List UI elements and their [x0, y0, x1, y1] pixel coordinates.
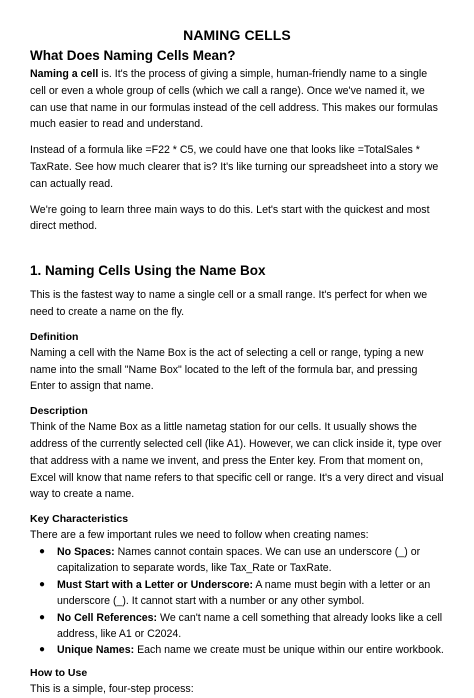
- rule-text: Names cannot contain spaces. We can use an underscore (_) or capitalization to separate words, like Tax_Rate or TaxRate.: [57, 545, 421, 575]
- rule-text: A name must begin with a letter or an underscore (_). It cannot start with a number or any other symbol.: [57, 578, 431, 608]
- subheading-definition: Definition: [30, 330, 79, 343]
- subheading-how-to-use: How to Use: [30, 666, 88, 679]
- rule-title: No Spaces:: [57, 545, 115, 558]
- list-item-rule: [39, 544, 444, 577]
- rule-title: Must Start with a Letter or Underscore:: [57, 578, 254, 591]
- list-item-rule: [39, 610, 444, 643]
- paragraph-naming-definition-text: is. It's the process of giving a simple, human-friendly name to a single cell or even a whole group of cells (which we call a range). Once we've named it, we can use that name in our formulas instead of the cell address. This makes our formulas much easier to read and understand.: [30, 68, 438, 131]
- list-item-rule: [39, 577, 444, 610]
- section-heading-what-is-naming: What Does Naming Cells Mean?: [30, 48, 236, 63]
- list-item-rule: [39, 642, 444, 658]
- paragraph-description: Think of the Name Box as a little nametag station for our cells. It usually shows the address of the currently selected cell (like A1). However, we can click inside it, type over that address with a name we invent, and press the Enter key. From that moment on, Excel will know that name refers to that specific cell or range. It's a very direct and visual way to create a name.: [30, 421, 444, 501]
- paragraph-formula-example: Instead of a formula like =F22 * C5, we could have one that looks like =TotalSales * TaxRate. See how much clearer that is? It's like turning our spreadsheet into a story we can actually read.: [30, 144, 439, 190]
- rule-text: We can't name a cell something that already looks like a cell address, like A1 or C2024.: [57, 611, 443, 640]
- paragraph-key-intro: There are a few important rules we need to follow when creating names:: [30, 529, 369, 542]
- section-heading-name-box: 1. Naming Cells Using the Name Box: [30, 263, 266, 279]
- bullet-icon: ●: [39, 644, 46, 656]
- paragraph-name-box-intro: This is the fastest way to name a single cell or a small range. It's perfect for when we need to create a name on the fly.: [30, 289, 428, 318]
- bullet-icon: ●: [39, 578, 46, 590]
- subheading-key-characteristics: Key Characteristics: [30, 513, 129, 526]
- rule-title: No Cell References:: [57, 611, 158, 624]
- subheading-description: Description: [30, 405, 88, 418]
- document-title: NAMING CELLS: [183, 27, 291, 43]
- rule-title: Unique Names:: [57, 644, 135, 657]
- paragraph-definition: Naming a cell with the Name Box is the act of selecting a cell or range, typing a new name into the small "Name Box" located to the left of the formula bar, and pressing Enter to assign that name.: [30, 346, 424, 393]
- rule-text: Each name we create must be unique within our entire workbook.: [134, 644, 444, 657]
- paragraph-naming-definition: [30, 66, 444, 133]
- bold-term-naming-a-cell: Naming a cell: [30, 68, 99, 80]
- bullet-icon: ●: [39, 545, 46, 557]
- bullet-icon: ●: [39, 611, 46, 623]
- rules-list: [30, 544, 444, 659]
- paragraph-how-to-use: This is a simple, four-step process:: [30, 682, 194, 695]
- section-spacer: [30, 244, 444, 262]
- paragraph-three-ways: We're going to learn three main ways to do this. Let's start with the quickest and most direct method.: [30, 203, 430, 233]
